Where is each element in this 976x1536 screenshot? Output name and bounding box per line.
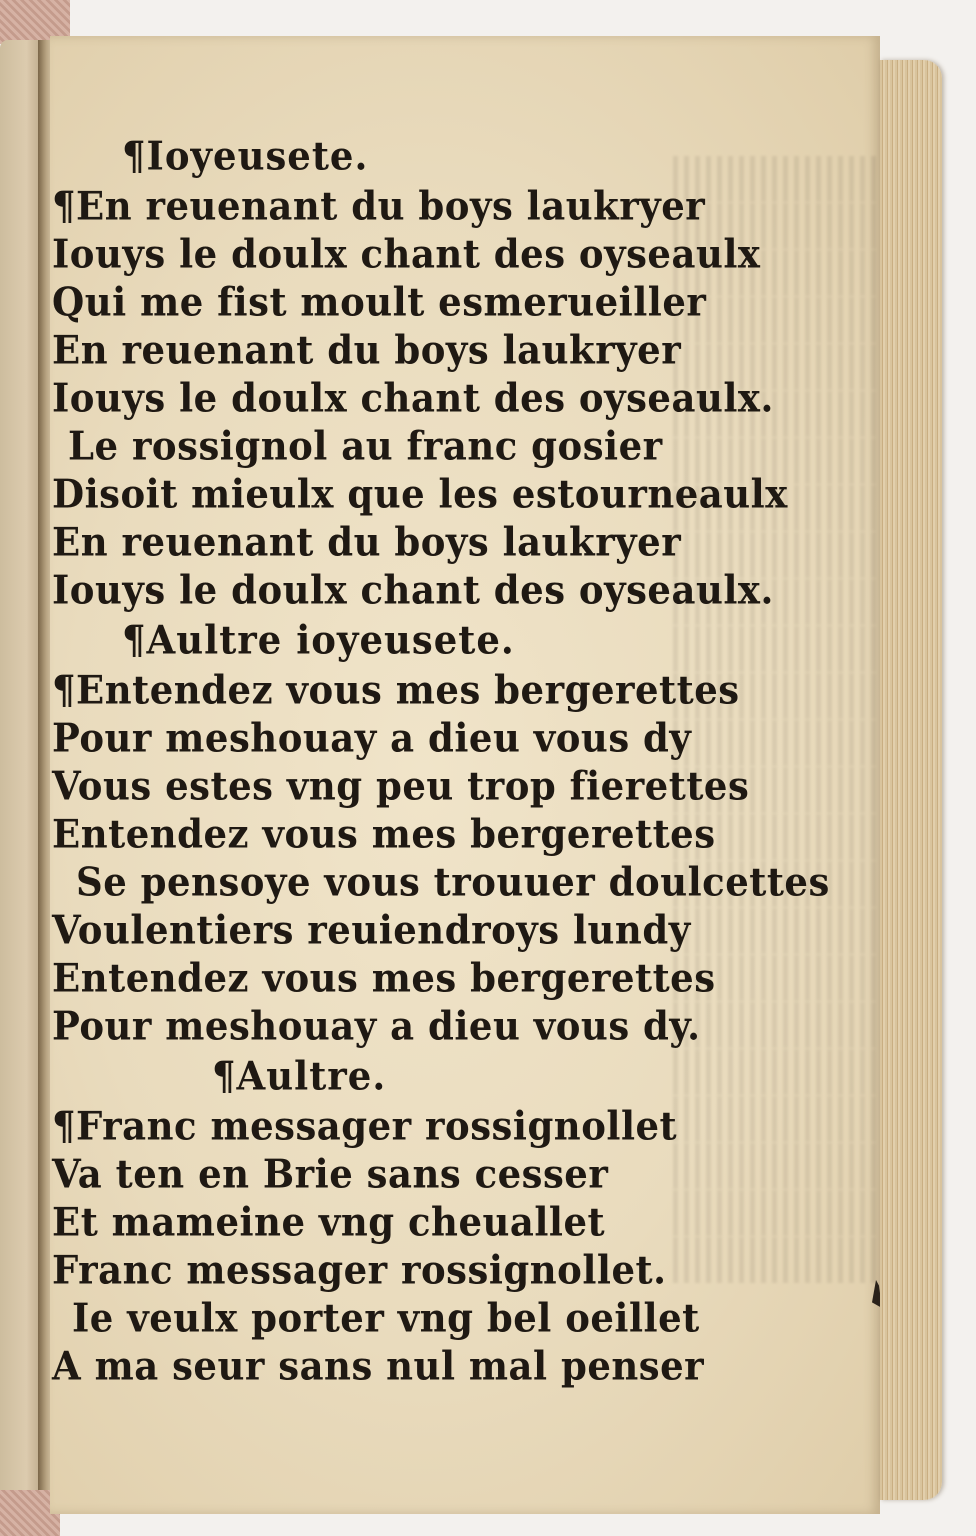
verse-line: Se pensoye vous trouuer doulcettes [76, 858, 830, 906]
verse-line: Le rossignol au franc gosier [68, 422, 663, 470]
verse-line: Disoit mieulx que les estourneaulx [52, 470, 788, 518]
verse-line: Vous estes vng peu trop fierettes [52, 762, 750, 810]
verse-line: A ma seur sans nul mal penser [52, 1342, 705, 1390]
verse-line: Voulentiers reuiendroys lundy [52, 906, 691, 954]
verse-line: ¶Franc messager rossignollet [52, 1102, 678, 1150]
book-fore-edge [880, 60, 942, 1500]
verse-line: Va ten en Brie sans cesser [52, 1150, 609, 1198]
verse-line: En reuenant du boys laukryer [52, 518, 682, 566]
verse-line: Entendez vous mes bergerettes [52, 810, 716, 858]
heading-aultre-ioyeusete: ¶Aultre ioyeusete. [122, 616, 515, 664]
verse-line: Ie veulx porter vng bel oeillet [72, 1294, 700, 1342]
heading-aultre: ¶Aultre. [212, 1052, 387, 1100]
verse-line: Et mameine vng cheuallet [52, 1198, 606, 1246]
verse-line: Iouys le doulx chant des oyseaulx. [52, 566, 774, 614]
verse-line: Qui me fist moult esmerueiller [52, 278, 707, 326]
verse-line: Iouys le doulx chant des oyseaulx [52, 230, 761, 278]
text-block [50, 36, 880, 1514]
verse-line: Pour meshouay a dieu vous dy. [52, 1002, 701, 1050]
verse-line: Pour meshouay a dieu vous dy [52, 714, 692, 762]
verse-line: Iouys le doulx chant des oyseaulx. [52, 374, 774, 422]
verse-line: Franc messager rossignollet. [52, 1246, 667, 1294]
book-page [50, 36, 880, 1514]
verse-line: En reuenant du boys laukryer [52, 326, 682, 374]
verse-line: ¶Entendez vous mes bergerettes [52, 666, 740, 714]
heading-ioyeusete: ¶Ioyeusete. [122, 132, 369, 180]
verse-line: Entendez vous mes bergerettes [52, 954, 716, 1002]
verse-line: ¶En reuenant du boys laukryer [52, 182, 706, 230]
